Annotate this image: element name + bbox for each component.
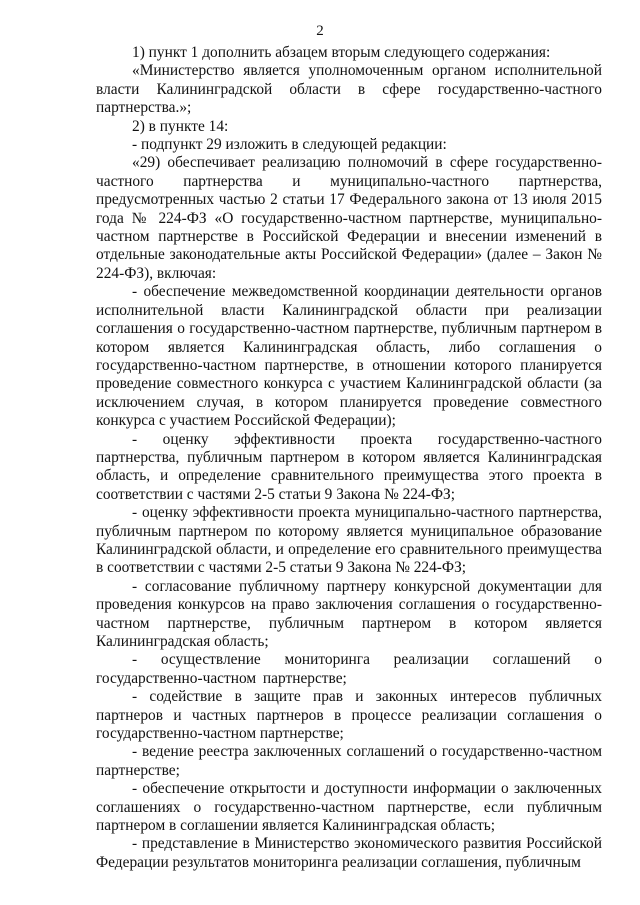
list-item-tender-approval: - согласование публичному партнеру конкурсной документации для проведения конкурсов на право заключения соглашения о государственно-частном партнерстве, публичным партнером в котором является Калининградская область;	[96, 577, 602, 650]
list-item-rights-protection: - содействие в защите прав и законных интересов публичных партнеров и частных партнеров в процессе реализации соглашения о государственно-частном партнерстве;	[96, 688, 602, 743]
page-number: 2	[316, 23, 324, 39]
paragraph-ministry-authority: «Министерство является уполномоченным органом исполнительной власти Калининградской области в сфере государственно-частного партнерства.»;	[96, 62, 602, 117]
list-item-reporting: - представление в Министерство экономического развития Российской Федерации результатов мониторинга реализации соглашения, публичным	[96, 835, 602, 871]
paragraph-amend-point-14: 2) в пункте 14:	[132, 117, 229, 135]
list-item-transparency: - обеспечение открытости и доступности информации о заключенных соглашениях о государственно-частном партнерстве, если публичным партнером в соглашении является Калининградская область;	[96, 780, 602, 835]
list-item-efficiency-ppp: - оценку эффективности проекта государственно-частного партнерства, публичным партнером в котором является Калининградская область, и определение сравнительного преимущества этого проекта в соответствии с частями 2-5 статьи 9 Закона № 224-ФЗ;	[96, 430, 602, 503]
list-item-coordination: - обеспечение межведомственной координации деятельности органов исполнительной власти Калининградской области при реализации соглашения о государственно-частном партнерстве, публичным партнером в котором является Калининградская область, либо соглашения о государственно-частном партнерстве, в отношении которого планируется проведение совместного конкурса с участием Калининградской области (за исключением случая, в котором планируется проведение совместного конкурса с участием Российской Федерации);	[96, 283, 602, 430]
paragraph-subpoint-29: - подпункт 29 изложить в следующей редакции:	[132, 136, 447, 154]
list-item-efficiency-mpp: - оценку эффективности проекта муниципально-частного партнерства, публичным партнером по которому является муниципальное образование Калининградской области, и определение его сравнительного преимущества в соответствии с частями 2-5 статьи 9 Закона № 224-ФЗ;	[96, 504, 602, 577]
paragraph-amend-point-1: 1) пункт 1 дополнить абзацем вторым следующего содержания:	[132, 44, 551, 61]
list-item-monitoring: - осуществление мониторинга реализации соглашений о государственно-частном партнерстве;	[96, 651, 602, 687]
paragraph-subpoint-29-text: «29) обеспечивает реализацию полномочий в сфере государственно-частного партнерства и муниципально-частного партнерства, предусмотренных частью 2 статьи 17 Федерального закона от 13 июля 2015 года № 224-ФЗ «О государственно-частном партнерстве, муниципально-частном партнерстве в Российской Федерации и внесении изменений в отдельные законодательные акты Российской Федерации» (далее – Закон № 224-ФЗ), включая:	[96, 154, 602, 282]
document-body	[96, 44, 602, 872]
list-item-registry: - ведение реестра заключенных соглашений о государственно-частном партнерстве;	[96, 743, 602, 779]
